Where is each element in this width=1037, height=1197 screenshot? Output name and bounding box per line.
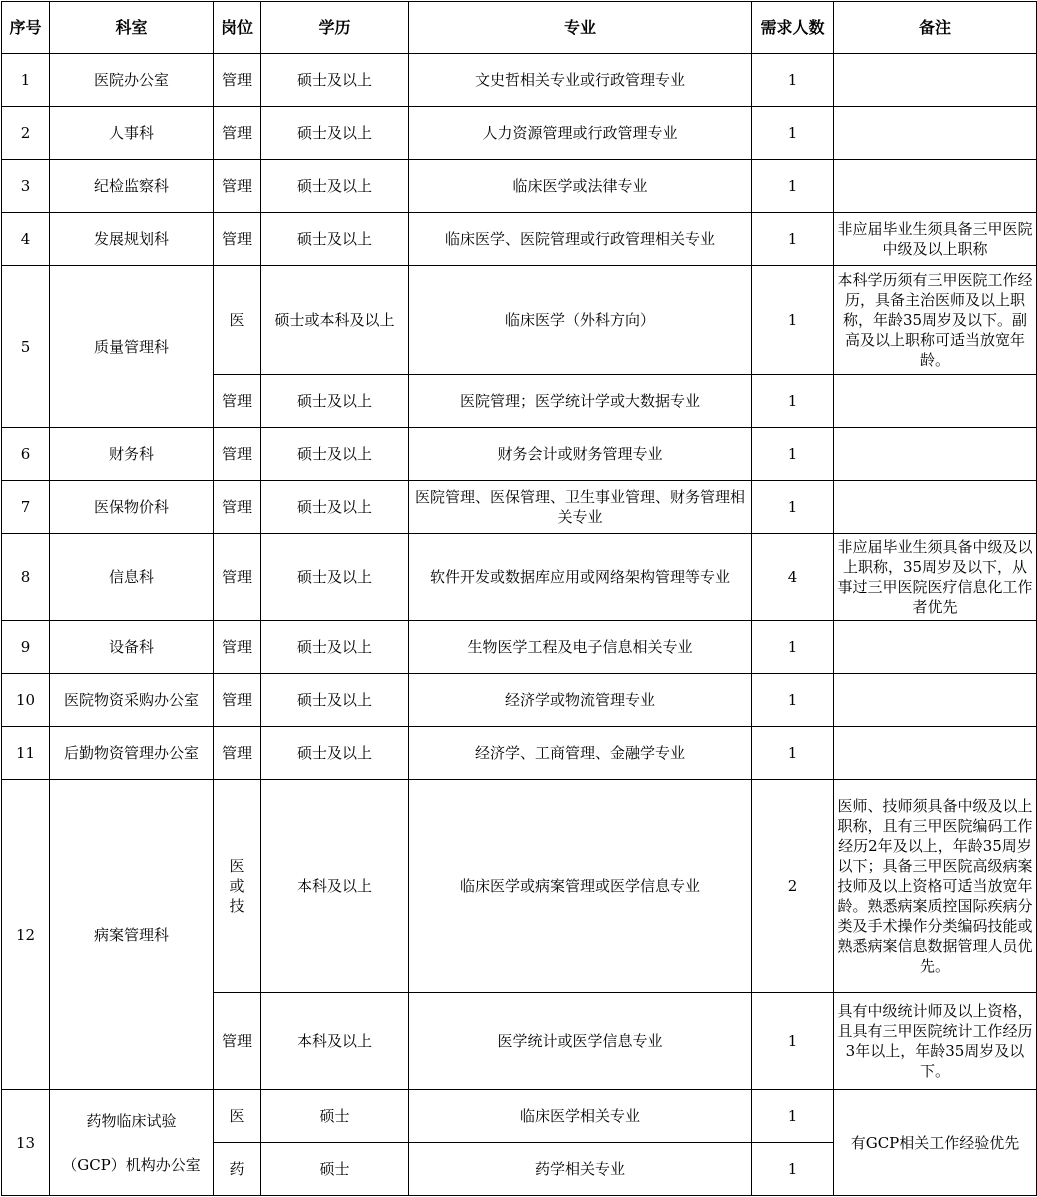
- cell-dept: 后勤物资管理办公室: [50, 727, 214, 780]
- cell-no: 8: [2, 534, 50, 621]
- cell-edu: 硕士及以上: [261, 213, 409, 266]
- cell-edu: 硕士及以上: [261, 160, 409, 213]
- cell-count: 1: [752, 375, 834, 428]
- cell-dept: [50, 1090, 214, 1196]
- cell-count: 1: [752, 428, 834, 481]
- table-row: [2, 266, 1037, 375]
- header-major: 专业: [409, 2, 752, 54]
- cell-note: [834, 428, 1037, 481]
- cell-major: 经济学、工商管理、金融学专业: [409, 727, 752, 780]
- cell-major: 文史哲相关专业或行政管理专业: [409, 54, 752, 107]
- cell-no: 12: [2, 780, 50, 1090]
- cell-no: 1: [2, 54, 50, 107]
- cell-count: 1: [752, 1090, 834, 1143]
- table-row: [2, 54, 1037, 107]
- cell-dept: 纪检监察科: [50, 160, 214, 213]
- cell-edu: 硕士: [261, 1143, 409, 1196]
- cell-post: 管理: [214, 674, 261, 727]
- cell-post: 药: [214, 1143, 261, 1196]
- cell-edu: 硕士及以上: [261, 674, 409, 727]
- cell-note: 本科学历须有三甲医院工作经历，具备主治医师及以上职称，年龄35周岁及以下。副高及以上职称可适当放宽年龄。: [834, 266, 1037, 375]
- cell-edu: 本科及以上: [261, 780, 409, 993]
- cell-count: 1: [752, 1143, 834, 1196]
- cell-no: 10: [2, 674, 50, 727]
- cell-post: 管理: [214, 534, 261, 621]
- cell-major: 软件开发或数据库应用或网络架构管理等专业: [409, 534, 752, 621]
- header-note: 备注: [834, 2, 1037, 54]
- cell-major: 临床医学（外科方向）: [409, 266, 752, 375]
- cell-post: 医: [214, 1090, 261, 1143]
- cell-dept: 发展规划科: [50, 213, 214, 266]
- cell-major: 临床医学或病案管理或医学信息专业: [409, 780, 752, 993]
- cell-post: 管理: [214, 375, 261, 428]
- cell-dept: 医院办公室: [50, 54, 214, 107]
- table-row: [2, 534, 1037, 621]
- cell-post: 管理: [214, 107, 261, 160]
- cell-dept-line: 药物临床试验: [86, 1111, 177, 1130]
- cell-edu: 硕士及以上: [261, 428, 409, 481]
- cell-major: 经济学或物流管理专业: [409, 674, 752, 727]
- table-row: [2, 428, 1037, 481]
- cell-note: [834, 107, 1037, 160]
- cell-post: 管理: [214, 160, 261, 213]
- cell-major: 药学相关专业: [409, 1143, 752, 1196]
- cell-edu: 硕士或本科及以上: [261, 266, 409, 375]
- cell-count: 4: [752, 534, 834, 621]
- cell-count: 2: [752, 780, 834, 993]
- recruitment-table: [1, 1, 1037, 1196]
- cell-post-line: 技: [229, 897, 245, 915]
- cell-edu: 本科及以上: [261, 993, 409, 1090]
- header-dept: 科室: [50, 2, 214, 54]
- cell-dept: 人事科: [50, 107, 214, 160]
- cell-count: 1: [752, 727, 834, 780]
- header-edu: 学历: [261, 2, 409, 54]
- cell-edu: 硕士及以上: [261, 54, 409, 107]
- cell-note: 有GCP相关工作经验优先: [834, 1090, 1037, 1196]
- cell-edu: 硕士: [261, 1090, 409, 1143]
- cell-major: 医院管理、医保管理、卫生事业管理、财务管理相关专业: [409, 481, 752, 534]
- cell-major: 生物医学工程及电子信息相关专业: [409, 621, 752, 674]
- header-post: 岗位: [214, 2, 261, 54]
- cell-post: 管理: [214, 993, 261, 1090]
- cell-note: 非应届毕业生须具备中级及以上职称，35周岁及以下，从事过三甲医院医疗信息化工作者优先: [834, 534, 1037, 621]
- cell-edu: 硕士及以上: [261, 107, 409, 160]
- cell-note: 具有中级统计师及以上资格，且具有三甲医院统计工作经历3年以上，年龄35周岁及以下。: [834, 993, 1037, 1090]
- cell-dept: 设备科: [50, 621, 214, 674]
- cell-count: 1: [752, 107, 834, 160]
- cell-edu: 硕士及以上: [261, 481, 409, 534]
- cell-no: 11: [2, 727, 50, 780]
- cell-post: 管理: [214, 621, 261, 674]
- cell-count: 1: [752, 213, 834, 266]
- cell-note: [834, 54, 1037, 107]
- cell-no: 4: [2, 213, 50, 266]
- cell-major: 临床医学相关专业: [409, 1090, 752, 1143]
- header-no: 序号: [2, 2, 50, 54]
- cell-note: 非应届毕业生须具备三甲医院中级及以上职称: [834, 213, 1037, 266]
- cell-count: 1: [752, 621, 834, 674]
- table-row: [2, 160, 1037, 213]
- cell-note: [834, 481, 1037, 534]
- cell-no: 6: [2, 428, 50, 481]
- cell-count: 1: [752, 674, 834, 727]
- cell-no: 2: [2, 107, 50, 160]
- cell-dept-line: （GCP）机构办公室: [62, 1155, 201, 1174]
- cell-dept: 财务科: [50, 428, 214, 481]
- cell-post: 管理: [214, 481, 261, 534]
- cell-edu: 硕士及以上: [261, 375, 409, 428]
- cell-note: [834, 674, 1037, 727]
- cell-post: 管理: [214, 213, 261, 266]
- cell-dept: 信息科: [50, 534, 214, 621]
- cell-count: 1: [752, 266, 834, 375]
- cell-count: 1: [752, 993, 834, 1090]
- cell-post: 医: [214, 266, 261, 375]
- cell-edu: 硕士及以上: [261, 534, 409, 621]
- table-row: [2, 674, 1037, 727]
- cell-no: 3: [2, 160, 50, 213]
- cell-dept: 医保物价科: [50, 481, 214, 534]
- cell-no: 13: [2, 1090, 50, 1196]
- cell-post: 管理: [214, 727, 261, 780]
- cell-post: 管理: [214, 428, 261, 481]
- header-row: [2, 2, 1037, 54]
- cell-dept: 质量管理科: [50, 266, 214, 428]
- cell-post: [214, 780, 261, 993]
- cell-count: 1: [752, 481, 834, 534]
- cell-major: 财务会计或财务管理专业: [409, 428, 752, 481]
- table-row: [2, 727, 1037, 780]
- cell-note: 医师、技师须具备中级及以上职称，且有三甲医院编码工作经历2年及以上，年龄35周岁以下；具备三甲医院高级病案技师及以上资格可适当放宽年龄。熟悉病案质控国际疾病分类及手术操作分类编码技能或熟悉病案信息数据管理人员优先。: [834, 780, 1037, 993]
- cell-no: 5: [2, 266, 50, 428]
- cell-major: 医学统计或医学信息专业: [409, 993, 752, 1090]
- cell-note: [834, 375, 1037, 428]
- cell-edu: 硕士及以上: [261, 727, 409, 780]
- cell-dept: 医院物资采购办公室: [50, 674, 214, 727]
- cell-count: 1: [752, 160, 834, 213]
- table-row: [2, 213, 1037, 266]
- cell-major: 临床医学、医院管理或行政管理相关专业: [409, 213, 752, 266]
- cell-edu: 硕士及以上: [261, 621, 409, 674]
- cell-post-line: 医: [229, 857, 245, 875]
- table-row: [2, 481, 1037, 534]
- cell-note: [834, 621, 1037, 674]
- cell-count: 1: [752, 54, 834, 107]
- cell-no: 9: [2, 621, 50, 674]
- cell-major: 医院管理；医学统计学或大数据专业: [409, 375, 752, 428]
- cell-major: 人力资源管理或行政管理专业: [409, 107, 752, 160]
- cell-dept: 病案管理科: [50, 780, 214, 1090]
- table-row: [2, 780, 1037, 993]
- table-row: [2, 107, 1037, 160]
- header-count: 需求人数: [752, 2, 834, 54]
- cell-post-line: 或: [229, 877, 245, 895]
- table-row: [2, 621, 1037, 674]
- cell-note: [834, 727, 1037, 780]
- cell-post: 管理: [214, 54, 261, 107]
- cell-no: 7: [2, 481, 50, 534]
- cell-note: [834, 160, 1037, 213]
- table-row: [2, 1090, 1037, 1143]
- cell-major: 临床医学或法律专业: [409, 160, 752, 213]
